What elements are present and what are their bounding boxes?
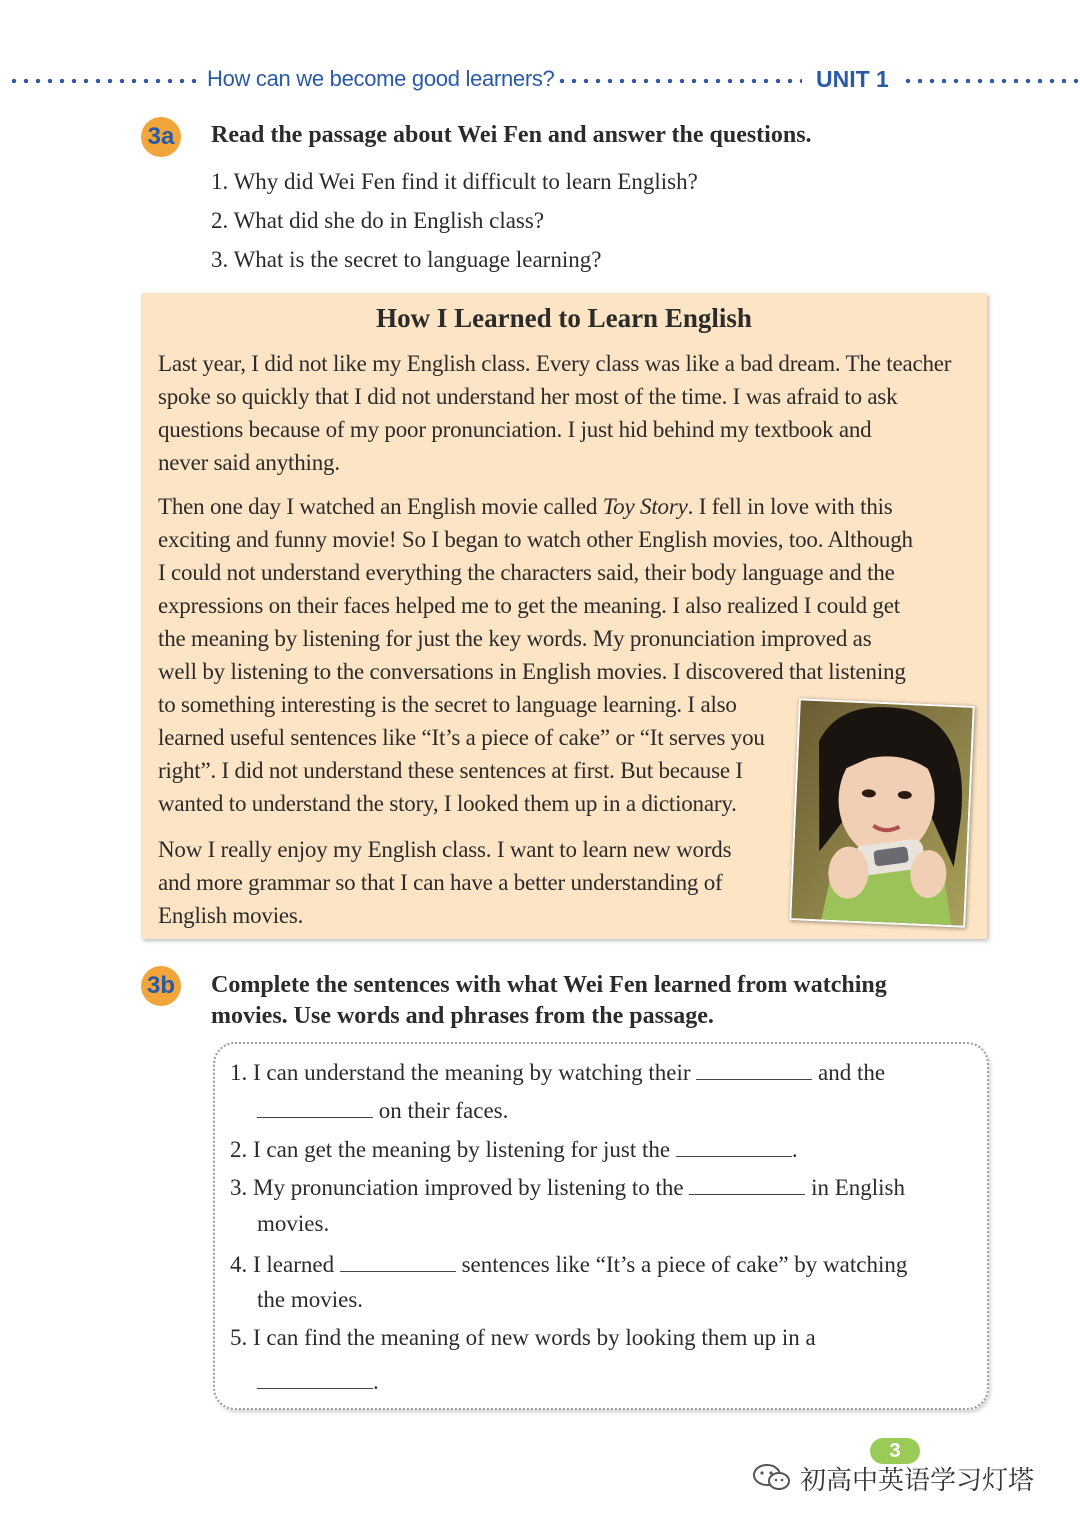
passage-paragraph-3 [158,833,731,932]
instruction-line: movies. Use words and phrases from the passage. [211,1003,714,1029]
page-header [0,64,1080,98]
sentence-text: sentences like “It’s a piece of cake” by watching [461,1252,908,1277]
watermark-text: 初高中英语学习灯塔 [800,1466,1035,1496]
exercise-sentence-5 [230,1325,816,1351]
passage-line: English movies. [158,903,304,928]
sentence-text: and the [818,1060,886,1085]
question-list [211,166,698,283]
passage-text: Then one day I watched an English movie called [158,494,603,519]
question-item: 1. Why did Wei Fen find it difficult to learn English? [211,169,698,194]
girl-photo [789,698,975,927]
instruction-3a: Read the passage about Wei Fen and answer the questions. [211,122,812,148]
passage-line: I could not understand everything the characters said, their body language and the [158,560,895,585]
exercise-sentence-1-cont [257,1095,508,1124]
answer-blank[interactable] [257,1095,373,1118]
sentence-text: 3. My pronunciation improved by listening to the [230,1175,684,1200]
movie-title: Toy Story [602,494,688,519]
passage-line: right”. I did not understand these sentences at first. But because I [158,758,743,783]
question-item: 2. What did she do in English class? [211,208,545,233]
exercise-sentence-4-cont [257,1287,363,1313]
sentence-text: 1. I can understand the meaning by watching their [230,1060,691,1085]
exercise-sentence-2 [230,1134,798,1163]
girl-illustration [791,700,972,925]
passage-line: Now I really enjoy my English class. I want to learn new words [158,837,732,862]
answer-blank[interactable] [340,1249,456,1272]
passage-title: How I Learned to Learn English [376,303,752,333]
passage-line: wanted to understand the story, I looked them up in a dictionary. [158,791,737,816]
dotted-rule-left [8,78,200,84]
sentence-text: 5. I can find the meaning of new words by looking them up in a [230,1325,816,1350]
passage-line: learned useful sentences like “It’s a piece of cake” or “It serves you [158,725,765,750]
header-title: How can we become good learners? [207,66,555,91]
instruction-3b [211,970,887,1032]
passage-line: expressions on their faces helped me to get the meaning. I also realized I could get [158,593,900,618]
sentence-text: . [373,1369,379,1394]
unit-label: UNIT 1 [816,66,889,92]
passage-line [158,490,913,523]
wechat-icon [752,1462,792,1492]
sentence-text: 2. I can get the meaning by listening for just the [230,1137,671,1162]
passage-line: to something interesting is the secret to language learning. I also [158,692,737,717]
exercise-sentence-3 [230,1172,905,1201]
passage-line: never said anything. [158,450,340,475]
exercise-sentence-3-cont [257,1211,329,1237]
passage-line: and more grammar so that I can have a better understanding of [158,870,723,895]
passage-line: exciting and funny movie! So I began to watch other English movies, too. Although [158,527,913,552]
badge-3a: 3a [141,117,181,157]
sentence-text: on their faces. [378,1098,509,1123]
exercise-sentence-5-cont [257,1366,379,1395]
exercise-sentence-1 [230,1057,885,1086]
answer-blank[interactable] [257,1366,373,1389]
dotted-rule-right [902,78,1078,84]
sentence-text: . [791,1137,798,1162]
sentence-text: 4. I learned [230,1252,335,1277]
passage-text: . I fell in love with this [687,494,893,519]
badge-3b: 3b [141,966,181,1006]
dotted-rule-middle [556,78,802,84]
passage-line: the meaning by listening for just the key words. My pronunciation improved as [158,626,872,651]
exercise-sentence-4 [230,1249,907,1278]
answer-blank[interactable] [696,1057,812,1080]
sentence-text: the movies. [257,1287,364,1312]
passage-line: questions because of my poor pronunciation. I just hid behind my textbook and [158,417,872,442]
answer-blank[interactable] [689,1172,805,1195]
instruction-line: Complete the sentences with what Wei Fen learned from watching [211,972,887,998]
passage-paragraph-1 [158,347,951,479]
answer-blank[interactable] [676,1134,792,1157]
sentence-text: movies. [257,1211,330,1236]
sentence-text: in English [811,1175,905,1200]
page-number: 3 [870,1438,920,1464]
passage-line: well by listening to the conversations in English movies. I discovered that listening [158,659,906,684]
passage-line: Last year, I did not like my English class. Every class was like a bad dream. The teacher [158,351,952,376]
passage-line: spoke so quickly that I did not understand her most of the time. I was afraid to ask [158,384,898,409]
question-item: 3. What is the secret to language learning? [211,247,602,272]
